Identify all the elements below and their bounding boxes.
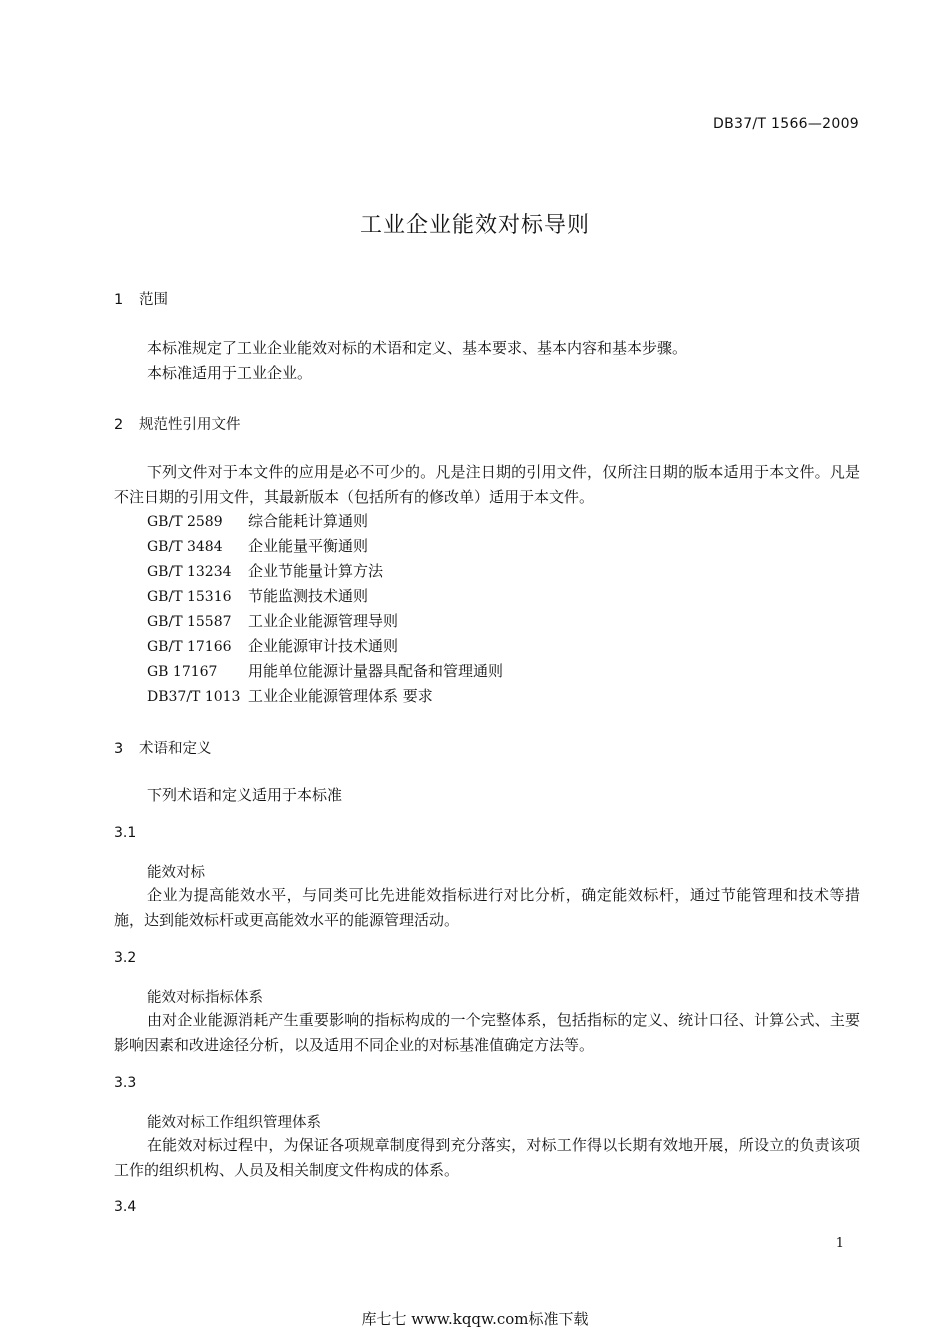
reference-item (147, 659, 503, 685)
page-number: 1 (835, 1236, 844, 1251)
section-title: 术语和定义 (139, 741, 212, 757)
reference-name: 综合能耗计算通则 (248, 512, 369, 530)
term-name: 能效对标工作组织管理体系 (147, 1115, 321, 1131)
reference-item (147, 559, 383, 585)
reference-item (147, 584, 368, 610)
clause-number: 3.4 (114, 1199, 137, 1215)
reference-name: 工业企业能源管理导则 (248, 612, 399, 630)
reference-name: 企业能源审计技术通则 (248, 637, 399, 655)
section-1-heading (114, 288, 168, 309)
section-number: 1 (114, 292, 124, 308)
reference-item (147, 634, 398, 660)
clause-number: 3.1 (114, 825, 137, 841)
reference-code: GB/T 15587 (147, 614, 232, 630)
reference-name: 用能单位能源计量器具配备和管理通则 (248, 662, 504, 680)
references-intro: 下列文件对于本文件的应用是必不可少的。凡是注日期的引用文件，仅所注日期的版本适用于本文件。凡是不注日期的引用文件，其最新版本（包括所有的修改单）适用于本文件。 (114, 463, 860, 506)
section-title: 范围 (139, 292, 168, 308)
section-number: 3 (114, 741, 124, 757)
reference-item (147, 534, 368, 560)
section-2-heading (114, 413, 241, 434)
reference-name: 工业企业能源管理体系 要求 (248, 687, 433, 705)
reference-code: GB/T 15316 (147, 589, 232, 605)
term-definition: 企业为提高能效水平，与同类可比先进能效指标进行对比分析，确定能效标杆，通过节能管理和技术等措施，达到能效标杆或更高能效水平的能源管理活动。 (114, 886, 860, 929)
reference-name: 企业能量平衡通则 (248, 537, 369, 555)
reference-name: 节能监测技术通则 (248, 587, 369, 605)
terms-intro: 下列术语和定义适用于本标准 (147, 786, 343, 804)
section-title: 规范性引用文件 (139, 417, 241, 433)
term-definition: 在能效对标过程中，为保证各项规章制度得到充分落实，对标工作得以长期有效地开展，所设立的负责该项工作的组织机构、人员及相关制度文件构成的体系。 (114, 1136, 860, 1179)
reference-code: GB/T 17166 (147, 639, 232, 655)
reference-code: GB 17167 (147, 664, 218, 680)
section-3-heading (114, 737, 212, 758)
reference-code: GB/T 13234 (147, 564, 232, 580)
reference-item (147, 509, 368, 535)
scope-paragraph: 本标准适用于工业企业。 (147, 364, 313, 382)
clause-number: 3.3 (114, 1075, 137, 1091)
document-title: 工业企业能效对标导则 (359, 213, 590, 238)
clause-number: 3.2 (114, 950, 137, 966)
reference-item (147, 609, 398, 635)
reference-item (147, 684, 433, 710)
reference-code: DB37/T 1013 (147, 689, 241, 705)
footer-watermark: 库七七 www.kqqw.com标准下载 (361, 1310, 589, 1328)
term-definition: 由对企业能源消耗产生重要影响的指标构成的一个完整体系，包括指标的定义、统计口径、计算公式、主要影响因素和改进途径分析，以及适用不同企业的对标基准值确定方法等。 (114, 1011, 860, 1054)
standard-code: DB37/T 1566—2009 (713, 116, 859, 132)
term-name: 能效对标指标体系 (147, 990, 263, 1006)
scope-paragraph: 本标准规定了工业企业能效对标的术语和定义、基本要求、基本内容和基本步骤。 (147, 339, 688, 357)
reference-name: 企业节能量计算方法 (248, 562, 384, 580)
reference-code: GB/T 3484 (147, 539, 223, 555)
reference-code: GB/T 2589 (147, 514, 223, 530)
term-name: 能效对标 (147, 865, 205, 881)
section-number: 2 (114, 417, 124, 433)
